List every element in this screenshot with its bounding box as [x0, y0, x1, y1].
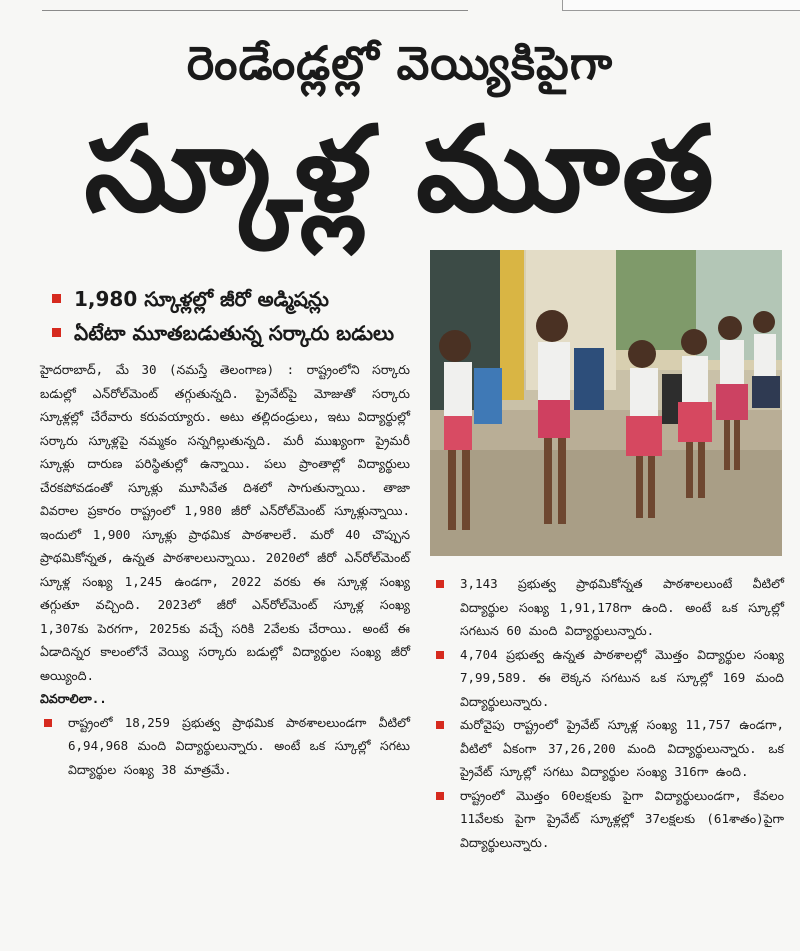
highlight-item [50, 316, 420, 350]
headline-kicker: రెండేండ్లల్లో వెయ్యికిపైగా [186, 36, 614, 90]
article-column-left [40, 358, 410, 781]
stat-item [40, 711, 410, 782]
details-label: వివరాలిలా.. [40, 691, 107, 706]
red-square-bullet-icon [52, 294, 61, 303]
highlights-list [50, 282, 420, 350]
stat-item [432, 572, 784, 643]
highlight-text: 1,980 స్కూళ్లల్లో జీరో అడ్మిషన్లు [74, 287, 329, 311]
red-square-bullet-icon [436, 792, 444, 800]
headline-main: స్కూళ్ల మూత [84, 100, 716, 238]
highlight-item [50, 282, 420, 316]
stat-item [432, 643, 784, 714]
article-column-right [432, 572, 784, 854]
red-square-bullet-icon [436, 651, 444, 659]
stat-item-text: రాష్ట్రంలో 18,259 ప్రభుత్వ ప్రాథమిక పాఠశాలలుండగా వీటిలో 6,94,968 మంది విద్యార్థులున్నారు. అంటే ఒక స్కూల్లో సగటు విద్యార్థుల సంఖ్య 38 మాత్రమే. [68, 714, 410, 777]
red-square-bullet-icon [44, 719, 52, 727]
top-corner-box [562, 0, 800, 11]
top-rule [42, 10, 468, 11]
stat-item-text: 3,143 ప్రభుత్వ ప్రాథమికోన్నత పాఠశాలలుంటే వీటిలో విద్యార్థుల సంఖ్య 1,91,178గా ఉంది. అంటే ఒక స్కూల్లో సగటున 60 మంది విద్యార్థులున్నారు. [460, 576, 784, 638]
highlight-text: ఏటేటా మూతబడుతున్న సర్కారు బడులు [74, 321, 395, 345]
stat-item-text: 4,704 ప్రభుత్వ ఉన్నత పాఠశాలల్లో మొత్తం విద్యార్థుల సంఖ్య 7,99,589. ఈ లెక్కన సగటున ఒక స్కూల్లో 169 మంది విద్యార్థులున్నారు. [460, 646, 784, 709]
red-square-bullet-icon [436, 721, 444, 729]
red-square-bullet-icon [52, 328, 61, 337]
article-lead-paragraph: హైదరాబాద్, మే 30 (నమస్తే తెలంగాణ) : రాష్ట్రంలోని సర్కారు బడుల్లో ఎన్‌రోల్‌మెంట్ తగ్గుతున్నది. ప్రైవేట్‌పై మోజుతో సర్కారు స్కూళ్లల్లో చేరేవారు కరువయ్యారు. అటు తల్లిదండ్రులు, ఇటు విద్యార్థుల్లో సర్కారు స్కూళ్లపై నమ్మకం సన్నగిల్లుతున్నది. మరీ ముఖ్యంగా ప్రైమరీ స్కూళ్లు దారుణ పరిస్థితుల్లో ఉన్నాయి. పలు ప్రాంతాల్లో విద్యార్థులు చేరకపోవడంతో స్కూళ్లు మూసివేత దిశలో సాగుతున్నాయి. తాజా వివరాల ప్రకారం రాష్ట్రంలో 1,980 జీరో ఎన్‌రోల్‌మెంట్ స్కూళ్లున్నాయి. ఇందులో 1,900 స్కూళ్లు ప్రాథమిక పాఠశాలలే. మరో 40 చొప్పున ప్రాథమికోన్నత, ఉన్నత పాఠశాలలున్నాయి. 2020లో జీరో ఎన్‌రోల్‌మెంట్ స్కూళ్ల సంఖ్య 1,245 ఉండగా, 2022 వరకు ఈ స్కూళ్ల సంఖ్య తగ్గుతూ వచ్చింది. 2023లో జీరో ఎన్‌రోల్‌మెంట్ స్కూళ్ల సంఖ్య 1,307కు పెరగగా, 2025కు వచ్చే సరికి 2వేలకు చేరాయి. అంటే ఈ ఏడాదిన్నర కాలంలోనే వెయ్యి సర్కారు బడుల్లో విద్యార్థుల సంఖ్య జీరో అయ్యింది. [40, 362, 410, 683]
stat-item [432, 784, 784, 855]
stat-item-text: మరోవైపు రాష్ట్రంలో ప్రైవేట్ స్కూళ్ల సంఖ్య 11,757 ఉండగా, వీటిలో ఏకంగా 37,26,200 మంది విద్యార్థులున్నారు. ఒక ప్రైవేట్ స్కూల్లో సగటు విద్యార్థుల సంఖ్య 316గా ఉంది. [460, 717, 784, 779]
schoolchildren-photo [430, 250, 782, 556]
stat-item [432, 713, 784, 784]
stat-item-text: రాష్ట్రంలో మొత్తం 60లక్షలకు పైగా విద్యార్థులుండగా, కేవలం 11వేలకు పైగా ప్రైవేట్ స్కూళ్లల్లో 37లక్షలకు (61శాతం)పైగా విద్యార్థులున్నారు. [460, 787, 784, 850]
red-square-bullet-icon [436, 580, 444, 588]
